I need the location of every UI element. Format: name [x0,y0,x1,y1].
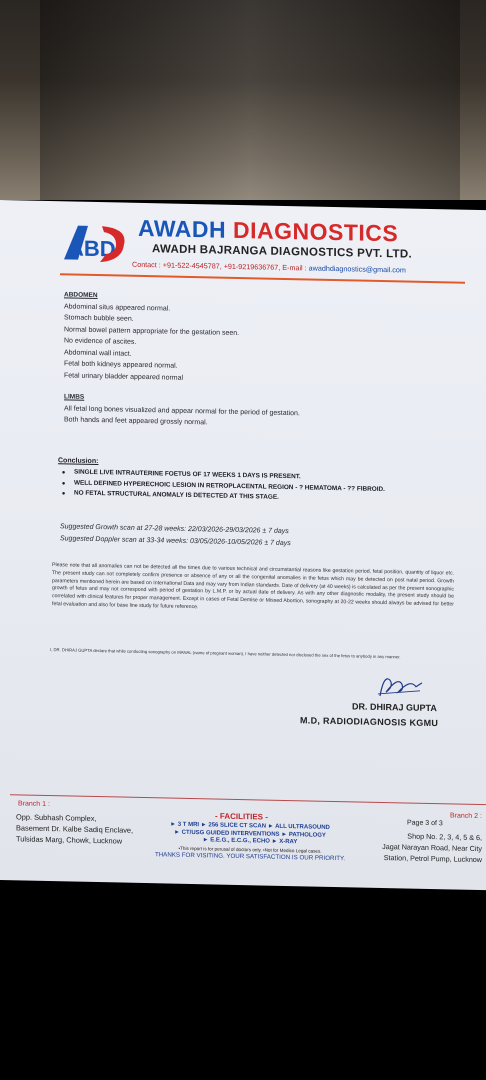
background-photo-top [0,0,486,200]
abdomen-heading: ABDOMEN [64,291,98,300]
facilities-line: ► CT/USG GUIDED INTERVENTIONS ► PATHOLOGY [174,829,326,839]
header-divider [60,273,465,283]
facilities-title: - FACILITIES - [215,811,268,822]
branch1-line: Opp. Subhash Complex, [16,812,97,824]
branch1-title: Branch 1 : [18,800,50,809]
brand-diagnostics: DIAGNOSTICS [233,216,399,247]
conclusion-section [58,457,458,507]
thanks-line: THANKS FOR VISITING. YOUR SATISFACTION IS OUR PRIORITY. [154,851,346,863]
branch2-line: Station, Petrol Pump, Lucknow [383,853,482,865]
conclusion-heading: Conclusion: [58,457,99,466]
page-number: Page 3 of 3 [407,819,443,828]
abd-logo-icon [58,219,128,268]
abdomen-line: Normal bowel pattern appropriate for the gestation seen. [64,325,240,337]
doppler-scan-line: Suggested Doppler scan at 33-34 weeks: 03/05/2026-10/05/2026 ± 7 days [60,535,291,548]
footer-divider [10,794,486,805]
disclaimer-note: Please note that all anomalies can not be detected all the times due to various technical and circumstantial reasons like gestation period, fetal position, quantity of liquor etc. The present study can not completely confirm presence or absence of any or all the congenital anomalies in the fetus which may be detected on post natal period. Growth parameters mentioned herein are based on International Data and may vary from Indian standards. Date of delivery (at 40 weeks) is calculated as per the present sonographic growth of fetus and may not correspond with period of gestation by L.M.P. or by actual date of delivery. As with any other diagnostic modality, the present study should be correlated with clinical features for proper management. Except in cases of Fetal Demise or Missed Abortion, sonography at 20-22 weeks should always be advised for better fetal evaluation and also for base line study for future reference. [52,562,454,611]
branch1-line: Basement Dr. Kalbe Sadiq Enclave, [16,823,134,835]
branch1-line: Tulsidas Marg, Chowk, Lucknow [16,834,123,846]
signature-icon [372,670,427,701]
branch2-line: Shop No. 2, 3, 4, 5 & 6, [407,831,482,843]
facilities-line: ► E.E.G., E.C.G., ECHO ► X-RAY [202,837,298,846]
brand-name [138,215,398,247]
limbs-section [64,391,300,430]
background-fold [40,0,460,200]
pcpndt-declaration: I, DR. DHIRAJ GUPTA declare that while conducting sonography on MANAL (name of pregnant woman), I have neither detected nor disclosed the sex of the fetus to anybody in any manner. [50,647,401,660]
abdomen-line: No evidence of ascites. [64,337,137,346]
abdomen-section [64,289,239,385]
facilities-list [140,821,360,864]
conclusion-item: • WELL DEFINED HYPERECHOIC LESION IN RETROPLACENTAL REGION - ? HEMATOMA - ?? FIBROID. [68,478,458,497]
limbs-heading: LIMBS [64,393,85,401]
abdomen-line: Abdominal wall intact. [64,348,132,358]
abdomen-line: Stomach bubble seen. [64,314,134,323]
fine-print: •This report is for perusal of doctors only. •Not for Medico Legal cases. [178,845,322,854]
doctor-name: DR. DHIRAJ GUPTA [352,701,437,714]
branch2-title: Branch 2 : [450,812,482,821]
limbs-line: Both hands and feet appeared grossly normal. [64,416,208,427]
report-page [0,200,486,890]
conclusion-item: • NO FETAL STRUCTURAL ANOMALY IS DETECTED AT THIS STAGE. [68,488,458,507]
abdomen-line: Fetal urinary bladder appeared normal [64,371,184,382]
abdomen-line: Abdominal situs appeared normal. [64,302,171,313]
contact-phones: +91-522-4545787, +91-9219636767, [162,260,281,272]
branch2-line: Jagat Narayan Road, Near City [382,842,482,854]
conclusion-item: • SINGLE LIVE INTRAUTERINE FOETUS OF 17 WEEKS 1 DAYS IS PRESENT. [68,467,458,486]
logo-text: ABD [68,235,116,262]
growth-scan-line: Suggested Growth scan at 27-28 weeks: 22/03/2026-29/03/2026 ± 7 days [60,523,289,536]
doctor-degree: M.D, RADIODIAGNOSIS KGMU [300,715,439,729]
facilities-line: ► 3 T MRI ► 256 SLICE CT SCAN ► ALL ULTRASOUND [170,821,330,831]
limbs-line: All fetal long bones visualized and appear normal for the period of gestation. [64,404,300,417]
contact-label: Contact : [132,259,161,270]
contact-line [132,260,406,275]
branch2-address [382,830,482,865]
email-label: E-mail : [282,262,307,273]
brand-awadh: AWADH [138,214,227,243]
email-address: awadhdiagnostics@gmail.com [308,263,406,275]
background-photo-bottom [0,880,486,1080]
company-name: AWADH BAJRANGA DIAGNOSTICS PVT. LTD. [152,243,412,261]
abdomen-line: Fetal both kidneys appeared normal. [64,360,178,370]
branch1-address [16,811,133,846]
